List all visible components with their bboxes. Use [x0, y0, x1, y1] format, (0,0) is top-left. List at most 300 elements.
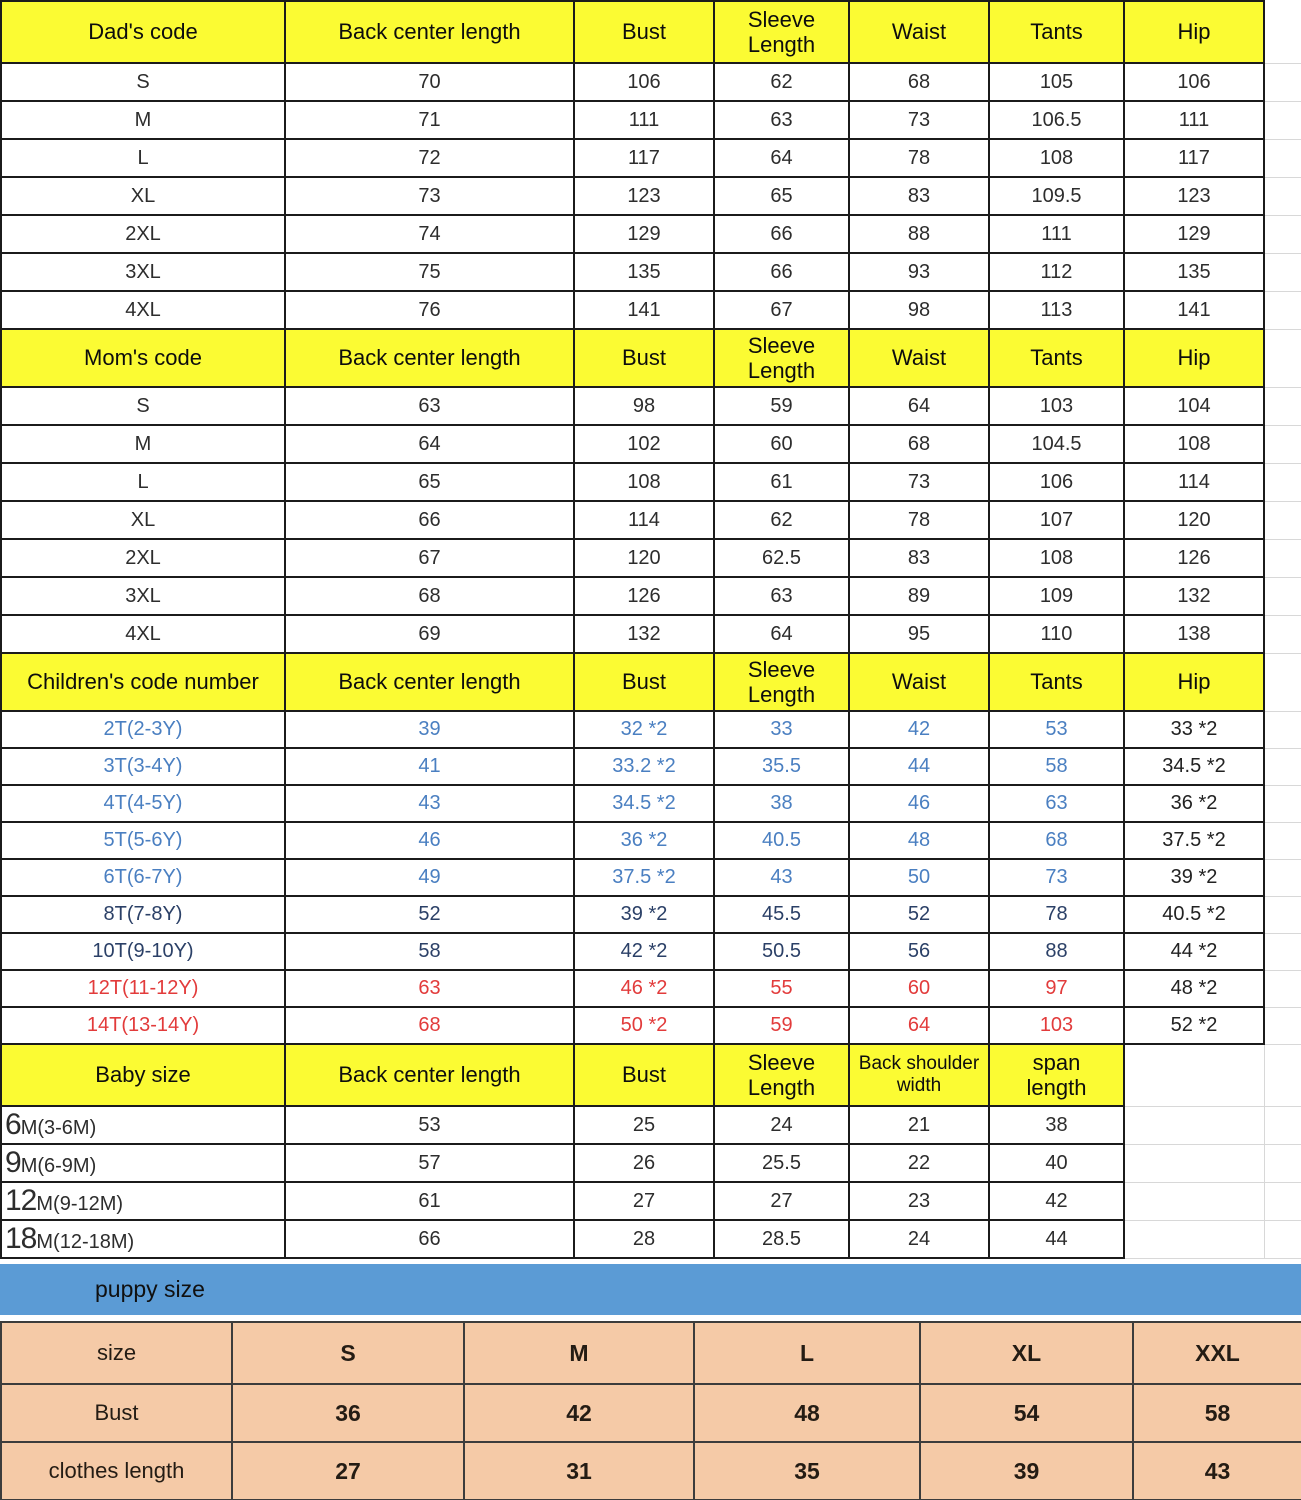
cell: 66: [714, 215, 849, 253]
mom-row: [1, 501, 1301, 539]
row-label: 10T(9-10Y): [1, 933, 285, 970]
cell: 123: [574, 177, 714, 215]
cell: 63: [989, 785, 1124, 822]
cell: 71: [285, 101, 574, 139]
mom-row: [1, 425, 1301, 463]
column-header: Hip: [1124, 653, 1264, 711]
cell: 78: [849, 139, 989, 177]
row-label: 8T(7-8Y): [1, 896, 285, 933]
cell: 108: [1124, 425, 1264, 463]
cell: 83: [849, 177, 989, 215]
cell: 120: [1124, 501, 1264, 539]
cell: 50.5: [714, 933, 849, 970]
cell: 141: [1124, 291, 1264, 329]
cell: 61: [285, 1182, 574, 1220]
cell: 107: [989, 501, 1124, 539]
gutter-cell: [1264, 711, 1301, 748]
cell: 36 *2: [574, 822, 714, 859]
gutter-cell: [1264, 615, 1301, 653]
puppy-size-header-row: [1, 1322, 1301, 1384]
cell: 73: [989, 859, 1124, 896]
baby-row: [1, 1220, 1301, 1258]
column-header: Mom's code: [1, 329, 285, 387]
cell: 123: [1124, 177, 1264, 215]
cell: 34.5 *2: [1124, 748, 1264, 785]
children-row: [1, 896, 1301, 933]
cell: 23: [849, 1182, 989, 1220]
children-row: [1, 748, 1301, 785]
dad-row: [1, 177, 1301, 215]
cell: M: [464, 1322, 694, 1384]
cell: 52 *2: [1124, 1007, 1264, 1044]
cell: 120: [574, 539, 714, 577]
cell: L: [694, 1322, 920, 1384]
cell: 109: [989, 577, 1124, 615]
cell: 73: [849, 463, 989, 501]
column-header: Waist: [849, 1, 989, 63]
cell: 63: [285, 387, 574, 425]
row-label: L: [1, 463, 285, 501]
baby-size-number: 9: [5, 1145, 21, 1179]
row-label: L: [1, 139, 285, 177]
cell: 61: [714, 463, 849, 501]
cell: 68: [285, 577, 574, 615]
cell: 68: [989, 822, 1124, 859]
cell: 132: [574, 615, 714, 653]
cell: 42: [989, 1182, 1124, 1220]
cell: 39 *2: [574, 896, 714, 933]
cell: 62: [714, 63, 849, 101]
cell: 28: [574, 1220, 714, 1258]
gutter-cell: [1264, 748, 1301, 785]
cell: 88: [989, 933, 1124, 970]
cell: S: [232, 1322, 464, 1384]
cell: 40: [989, 1144, 1124, 1182]
cell: 68: [849, 63, 989, 101]
cell: 105: [989, 63, 1124, 101]
empty-cell: [1124, 1182, 1264, 1220]
cell: 83: [849, 539, 989, 577]
gutter-cell: [1264, 139, 1301, 177]
mom-row: [1, 615, 1301, 653]
column-header: Back center length: [285, 1, 574, 63]
children-row: [1, 822, 1301, 859]
cell: 64: [714, 139, 849, 177]
row-label: 2T(2-3Y): [1, 711, 285, 748]
gutter-cell: [1264, 1182, 1301, 1220]
cell: 56: [849, 933, 989, 970]
cell: 39: [285, 711, 574, 748]
cell: 44 *2: [1124, 933, 1264, 970]
children-row: [1, 859, 1301, 896]
empty-cell: [1124, 1106, 1264, 1144]
cell: 141: [574, 291, 714, 329]
cell: XXL: [1133, 1322, 1301, 1384]
cell: 63: [714, 101, 849, 139]
cell: 52: [285, 896, 574, 933]
empty-cell: [1124, 1220, 1264, 1258]
cell: 36 *2: [1124, 785, 1264, 822]
cell: 104: [1124, 387, 1264, 425]
gutter-cell: [1264, 539, 1301, 577]
cell: 111: [574, 101, 714, 139]
cell: 62: [714, 501, 849, 539]
cell: 33.2 *2: [574, 748, 714, 785]
gutter-cell: [1264, 501, 1301, 539]
row-label: M: [1, 425, 285, 463]
baby-size-range: M(9-12M): [36, 1192, 124, 1215]
cell: 111: [1124, 101, 1264, 139]
cell: XL: [920, 1322, 1133, 1384]
gutter-cell: [1264, 63, 1301, 101]
baby-size-range: M(6-9M): [20, 1154, 97, 1177]
gutter-cell: [1264, 1106, 1301, 1144]
cell: 109.5: [989, 177, 1124, 215]
cell: 58: [989, 748, 1124, 785]
cell: 73: [285, 177, 574, 215]
cell: 89: [849, 577, 989, 615]
row-label: XL: [1, 177, 285, 215]
cell: 64: [849, 1007, 989, 1044]
cell: 108: [989, 539, 1124, 577]
cell: 36: [232, 1384, 464, 1442]
cell: 59: [714, 1007, 849, 1044]
cell: 58: [285, 933, 574, 970]
gutter-cell: [1264, 291, 1301, 329]
baby-size-label: [1, 1106, 285, 1144]
cell: 112: [989, 253, 1124, 291]
cell: 73: [849, 101, 989, 139]
cell: 60: [849, 970, 989, 1007]
empty-cell: [1124, 1144, 1264, 1182]
cell: 88: [849, 215, 989, 253]
column-header: Tants: [989, 1, 1124, 63]
column-header: Baby size: [1, 1044, 285, 1106]
cell: 35.5: [714, 748, 849, 785]
column-header: Hip: [1124, 1, 1264, 63]
row-label: 3T(3-4Y): [1, 748, 285, 785]
row-label: Bust: [1, 1384, 232, 1442]
cell: 57: [285, 1144, 574, 1182]
cell: 24: [849, 1220, 989, 1258]
cell: 27: [714, 1182, 849, 1220]
row-label: S: [1, 63, 285, 101]
cell: 40.5 *2: [1124, 896, 1264, 933]
row-label: 12T(11-12Y): [1, 970, 285, 1007]
cell: 78: [989, 896, 1124, 933]
puppy-size-banner-label: puppy size: [95, 1276, 205, 1302]
cell: 110: [989, 615, 1124, 653]
row-label: 4XL: [1, 615, 285, 653]
column-header: Sleeve Length: [714, 329, 849, 387]
cell: 68: [285, 1007, 574, 1044]
cell: 46: [285, 822, 574, 859]
cell: 41: [285, 748, 574, 785]
cell: 126: [574, 577, 714, 615]
gutter-cell: [1264, 177, 1301, 215]
gutter-cell: [1264, 1044, 1301, 1106]
puppy-size-banner: [0, 1264, 1301, 1315]
cell: 39 *2: [1124, 859, 1264, 896]
cell: 42: [464, 1384, 694, 1442]
column-header: Waist: [849, 653, 989, 711]
baby-row: [1, 1182, 1301, 1220]
column-header: Children's code number: [1, 653, 285, 711]
cell: 28.5: [714, 1220, 849, 1258]
cell: 53: [285, 1106, 574, 1144]
cell: 117: [574, 139, 714, 177]
cell: 50 *2: [574, 1007, 714, 1044]
cell: 102: [574, 425, 714, 463]
cell: 93: [849, 253, 989, 291]
column-header: Waist: [849, 329, 989, 387]
column-header: span length: [989, 1044, 1124, 1106]
gutter-cell: [1264, 1144, 1301, 1182]
cell: 43: [714, 859, 849, 896]
cell: 55: [714, 970, 849, 1007]
gutter-cell: [1264, 1, 1301, 63]
cell: 97: [989, 970, 1124, 1007]
cell: 46 *2: [574, 970, 714, 1007]
cell: 72: [285, 139, 574, 177]
gutter-cell: [1264, 101, 1301, 139]
cell: 74: [285, 215, 574, 253]
empty-cell: [1124, 1044, 1264, 1106]
baby-size-range: M(3-6M): [20, 1116, 97, 1139]
gutter-cell: [1264, 896, 1301, 933]
gutter-cell: [1264, 387, 1301, 425]
cell: 37.5 *2: [1124, 822, 1264, 859]
cell: 135: [1124, 253, 1264, 291]
cell: 53: [989, 711, 1124, 748]
cell: 54: [920, 1384, 1133, 1442]
gutter-cell: [1264, 822, 1301, 859]
cell: 44: [989, 1220, 1124, 1258]
cell: 126: [1124, 539, 1264, 577]
cell: 31: [464, 1442, 694, 1500]
row-label: 4XL: [1, 291, 285, 329]
column-header: Sleeve Length: [714, 1044, 849, 1106]
cell: 63: [714, 577, 849, 615]
gutter-cell: [1264, 1220, 1301, 1258]
cell: 129: [1124, 215, 1264, 253]
dad-row: [1, 139, 1301, 177]
puppy-length-row: [1, 1442, 1301, 1500]
row-label: size: [1, 1322, 232, 1384]
cell: 48: [694, 1384, 920, 1442]
cell: 21: [849, 1106, 989, 1144]
cell: 108: [989, 139, 1124, 177]
cell: 59: [714, 387, 849, 425]
cell: 52: [849, 896, 989, 933]
cell: 27: [574, 1182, 714, 1220]
dad-row: [1, 63, 1301, 101]
cell: 129: [574, 215, 714, 253]
column-header: Bust: [574, 653, 714, 711]
row-label: S: [1, 387, 285, 425]
mom-row: [1, 463, 1301, 501]
row-label: 2XL: [1, 539, 285, 577]
cell: 40.5: [714, 822, 849, 859]
cell: 75: [285, 253, 574, 291]
gutter-cell: [1264, 577, 1301, 615]
children-header-row: [1, 653, 1301, 711]
column-header: Tants: [989, 653, 1124, 711]
gutter-cell: [1264, 859, 1301, 896]
cell: 27: [232, 1442, 464, 1500]
puppy-size-table: [0, 1321, 1301, 1500]
cell: 38: [989, 1106, 1124, 1144]
cell: 65: [714, 177, 849, 215]
puppy-bust-row: [1, 1384, 1301, 1442]
row-label: 4T(4-5Y): [1, 785, 285, 822]
column-header: Tants: [989, 329, 1124, 387]
cell: 98: [849, 291, 989, 329]
gutter-cell: [1264, 933, 1301, 970]
cell: 106: [989, 463, 1124, 501]
cell: 25.5: [714, 1144, 849, 1182]
cell: 117: [1124, 139, 1264, 177]
gutter-cell: [1264, 425, 1301, 463]
children-row: [1, 785, 1301, 822]
baby-row: [1, 1106, 1301, 1144]
cell: 113: [989, 291, 1124, 329]
baby-size-label: [1, 1144, 285, 1182]
cell: 103: [989, 387, 1124, 425]
cell: 114: [1124, 463, 1264, 501]
cell: 49: [285, 859, 574, 896]
cell: 42: [849, 711, 989, 748]
column-header: Bust: [574, 1, 714, 63]
cell: 95: [849, 615, 989, 653]
cell: 33: [714, 711, 849, 748]
cell: 65: [285, 463, 574, 501]
cell: 106: [1124, 63, 1264, 101]
dad-row: [1, 101, 1301, 139]
cell: 46: [849, 785, 989, 822]
baby-size-number: 12: [5, 1183, 37, 1217]
row-label: 6T(6-7Y): [1, 859, 285, 896]
column-header: Hip: [1124, 329, 1264, 387]
cell: 35: [694, 1442, 920, 1500]
mom-row: [1, 539, 1301, 577]
children-row: [1, 711, 1301, 748]
gutter-cell: [1264, 785, 1301, 822]
cell: 22: [849, 1144, 989, 1182]
gutter-cell: [1264, 1007, 1301, 1044]
column-header: Sleeve Length: [714, 1, 849, 63]
cell: 34.5 *2: [574, 785, 714, 822]
cell: 25: [574, 1106, 714, 1144]
cell: 68: [849, 425, 989, 463]
cell: 33 *2: [1124, 711, 1264, 748]
children-row: [1, 933, 1301, 970]
cell: 50: [849, 859, 989, 896]
cell: 48: [849, 822, 989, 859]
cell: 64: [714, 615, 849, 653]
row-label: clothes length: [1, 1442, 232, 1500]
cell: 32 *2: [574, 711, 714, 748]
baby-size-number: 6: [5, 1107, 21, 1141]
column-header: Back center length: [285, 329, 574, 387]
baby-size-label: [1, 1182, 285, 1220]
row-label: 3XL: [1, 253, 285, 291]
cell: 45.5: [714, 896, 849, 933]
mom-header-row: [1, 329, 1301, 387]
column-header: Dad's code: [1, 1, 285, 63]
column-header: Sleeve Length: [714, 653, 849, 711]
gutter-cell: [1264, 215, 1301, 253]
column-header: Back shoulder width: [849, 1044, 989, 1106]
cell: 98: [574, 387, 714, 425]
column-header: Bust: [574, 1044, 714, 1106]
children-row: [1, 970, 1301, 1007]
cell: 114: [574, 501, 714, 539]
gutter-cell: [1264, 653, 1301, 711]
cell: 76: [285, 291, 574, 329]
cell: 111: [989, 215, 1124, 253]
cell: 66: [285, 1220, 574, 1258]
cell: 104.5: [989, 425, 1124, 463]
cell: 48 *2: [1124, 970, 1264, 1007]
baby-header-row: [1, 1044, 1301, 1106]
row-label: 5T(5-6Y): [1, 822, 285, 859]
row-label: 2XL: [1, 215, 285, 253]
cell: 103: [989, 1007, 1124, 1044]
dad-row: [1, 215, 1301, 253]
cell: 106: [574, 63, 714, 101]
cell: 26: [574, 1144, 714, 1182]
cell: 64: [849, 387, 989, 425]
column-header: Bust: [574, 329, 714, 387]
dad-row: [1, 253, 1301, 291]
baby-size-label: [1, 1220, 285, 1258]
gutter-cell: [1264, 463, 1301, 501]
gutter-cell: [1264, 970, 1301, 1007]
dad-row: [1, 291, 1301, 329]
column-header: Back center length: [285, 653, 574, 711]
cell: 66: [714, 253, 849, 291]
cell: 135: [574, 253, 714, 291]
cell: 38: [714, 785, 849, 822]
gutter-cell: [1264, 253, 1301, 291]
cell: 132: [1124, 577, 1264, 615]
cell: 66: [285, 501, 574, 539]
cell: 43: [1133, 1442, 1301, 1500]
cell: 70: [285, 63, 574, 101]
cell: 24: [714, 1106, 849, 1144]
row-label: 14T(13-14Y): [1, 1007, 285, 1044]
cell: 138: [1124, 615, 1264, 653]
row-label: XL: [1, 501, 285, 539]
children-row: [1, 1007, 1301, 1044]
cell: 43: [285, 785, 574, 822]
baby-size-number: 18: [5, 1221, 37, 1255]
row-label: 3XL: [1, 577, 285, 615]
cell: 69: [285, 615, 574, 653]
cell: 67: [285, 539, 574, 577]
cell: 108: [574, 463, 714, 501]
cell: 106.5: [989, 101, 1124, 139]
cell: 42 *2: [574, 933, 714, 970]
cell: 63: [285, 970, 574, 1007]
cell: 64: [285, 425, 574, 463]
mom-row: [1, 577, 1301, 615]
cell: 78: [849, 501, 989, 539]
cell: 60: [714, 425, 849, 463]
gutter-cell: [1264, 329, 1301, 387]
mom-row: [1, 387, 1301, 425]
